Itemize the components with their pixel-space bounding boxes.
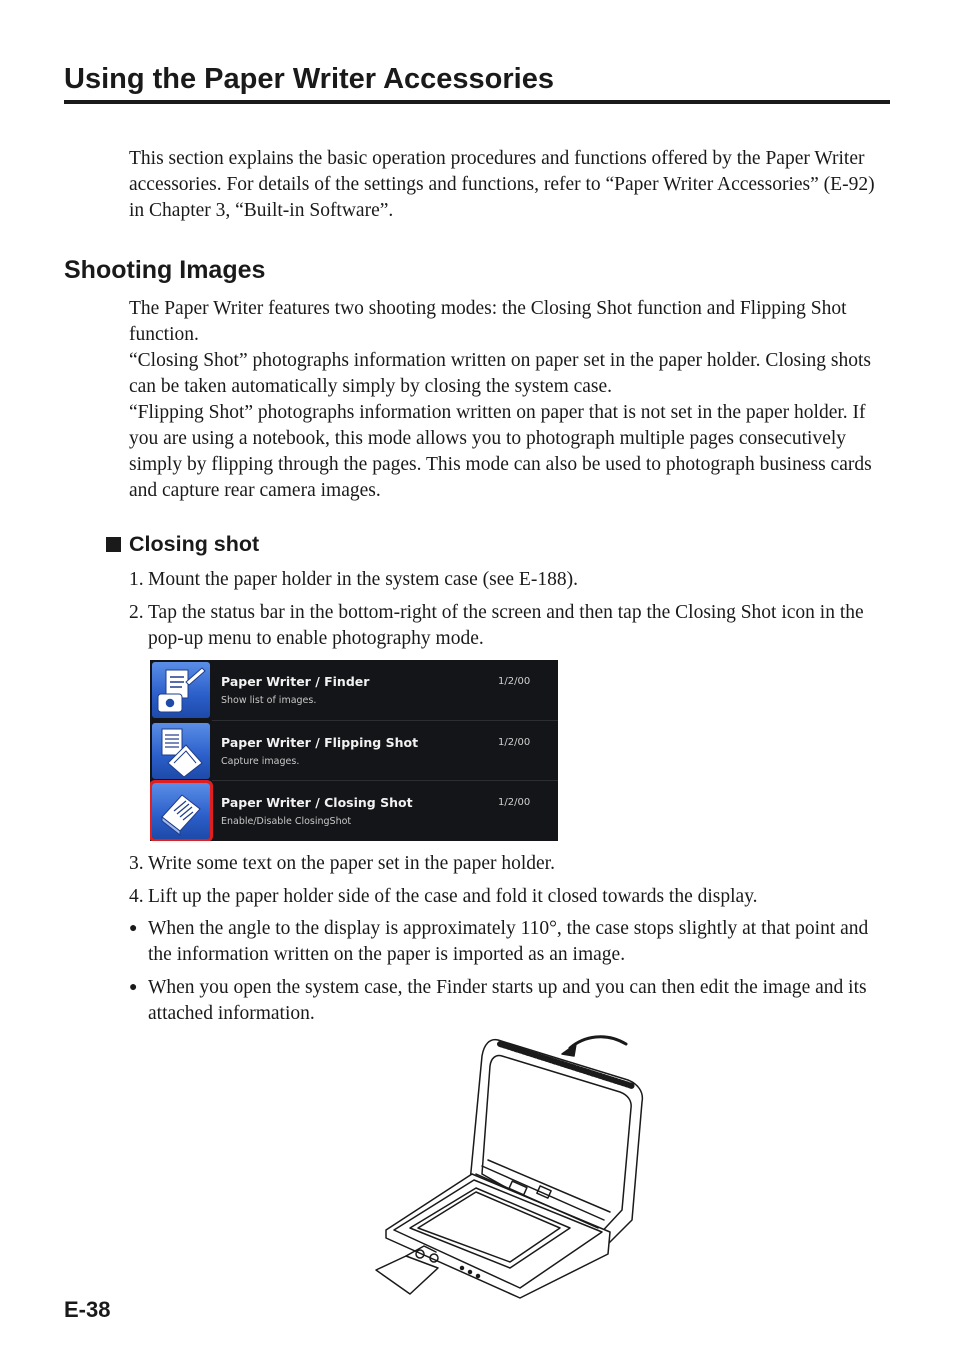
menu-item-title: Paper Writer / Finder bbox=[221, 674, 370, 689]
step-text: Mount the paper holder in the system case (see E-188). bbox=[148, 569, 578, 590]
page-number: E-38 bbox=[64, 1297, 111, 1322]
subsection-heading-text: Closing shot bbox=[129, 532, 260, 556]
step-item bbox=[129, 851, 891, 877]
bullet-item bbox=[129, 916, 891, 968]
section-paragraph: The Paper Writer features two shooting modes: the Closing Shot function and Flipping Shot function. bbox=[129, 298, 847, 345]
section-heading: Shooting Images bbox=[64, 256, 266, 284]
step-text: Lift up the paper holder side of the case and fold it closed towards the display. bbox=[148, 886, 758, 907]
menu-item-subtitle: Enable/Disable ClosingShot bbox=[221, 816, 352, 827]
intro-paragraph: This section explains the basic operation procedures and functions offered by the Paper Writer accessories. For details of the settings and functions, refer to “Paper Writer Accessories” (E-92) in Chapter 3, “Built-in Software”. bbox=[129, 148, 875, 221]
step-number: 3. bbox=[129, 853, 144, 874]
menu-item-date: 1/2/00 bbox=[498, 797, 531, 808]
menu-item-title: Paper Writer / Closing Shot bbox=[221, 795, 413, 810]
step-text: Tap the status bar in the bottom-right of the screen and then tap the Closing Shot icon in the pop-up menu to enable photography mode. bbox=[148, 602, 864, 649]
step-number: 4. bbox=[129, 886, 144, 907]
page-title: Using the Paper Writer Accessories bbox=[64, 60, 890, 104]
subsection-heading bbox=[106, 530, 259, 558]
menu-item-closing-shot[interactable] bbox=[150, 781, 558, 841]
menu-item-title: Paper Writer / Flipping Shot bbox=[221, 735, 419, 750]
bullet-text: When you open the system case, the Finder starts up and you can then edit the image and its attached information. bbox=[148, 977, 867, 1024]
step-number: 2. bbox=[129, 602, 144, 623]
flipping-shot-app-icon bbox=[152, 723, 210, 779]
bullet-text: When the angle to the display is approximately 110°, the case stops slightly at that point and the information written on the paper is imported as an image. bbox=[148, 918, 869, 965]
bullet-glyph: ● bbox=[129, 921, 138, 936]
section-paragraph: “Flipping Shot” photographs information written on paper that is not set in the paper holder. If you are using a notebook, this mode allows you to photograph multiple pages consecutively simply by flipping through the pages. This mode can also be used to photograph business cards and capture rear camera images. bbox=[129, 402, 872, 501]
square-bullet-icon bbox=[106, 537, 121, 552]
menu-item-subtitle: Capture images. bbox=[221, 756, 300, 767]
step-number: 1. bbox=[129, 569, 144, 590]
menu-item-finder[interactable] bbox=[150, 660, 558, 720]
step-text: Write some text on the paper set in the paper holder. bbox=[148, 853, 555, 874]
menu-item-date: 1/2/00 bbox=[498, 676, 531, 687]
bullet-glyph: ● bbox=[129, 980, 138, 995]
finder-app-icon bbox=[152, 662, 210, 718]
step-item bbox=[129, 567, 891, 593]
section-paragraph: “Closing Shot” photographs information written on paper set in the paper holder. Closing shots can be taken automatically simply by closing the system case. bbox=[129, 350, 871, 397]
menu-item-date: 1/2/00 bbox=[498, 737, 531, 748]
closing-shot-app-icon bbox=[152, 783, 210, 839]
menu-item-subtitle: Show list of images. bbox=[221, 695, 317, 706]
popup-menu bbox=[150, 660, 558, 841]
bullet-item bbox=[129, 975, 891, 1027]
step-item bbox=[129, 600, 891, 652]
step-item bbox=[129, 884, 891, 910]
menu-item-flipping-shot[interactable] bbox=[150, 721, 558, 781]
system-case-closing-illustration bbox=[370, 1032, 660, 1309]
